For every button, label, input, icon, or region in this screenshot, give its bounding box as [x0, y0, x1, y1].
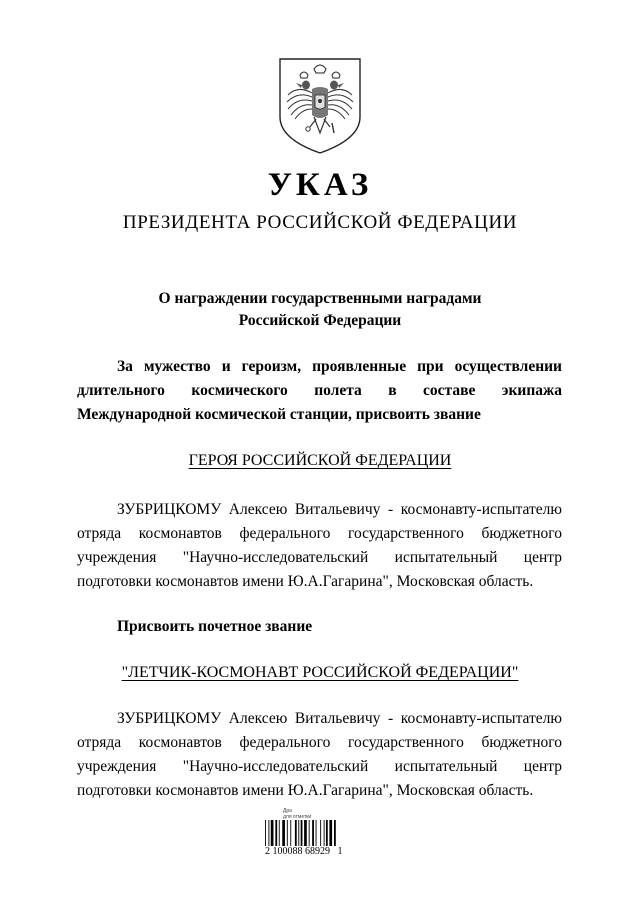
intro-line: длительного космического полета в составе экипажа	[77, 382, 562, 399]
recipient-paragraph-2	[77, 707, 562, 803]
coat-of-arms-emblem-icon	[276, 55, 364, 155]
second-award-lead: Присвоить почетное звание	[117, 618, 313, 635]
award-title-cosmonaut	[0, 662, 640, 684]
intro-paragraph	[77, 355, 562, 427]
barcode-number: 2 100088 68929 1	[265, 846, 343, 857]
heading-line: Российской Федерации	[238, 312, 402, 329]
intro-line: Международной космической станции, присвоить звание	[77, 406, 481, 423]
award-title-hero	[0, 450, 640, 472]
barcode-bars-icon	[265, 820, 357, 846]
decree-subtitle: ПРЕЗИДЕНТА РОССИЙСКОЙ ФЕДЕРАЦИИ	[122, 212, 518, 233]
recipient-line: учреждения "Научно-исследовательский испытательный центр	[77, 758, 562, 775]
barcode-stamp-text: Дра для отметки	[283, 808, 312, 820]
recipient-line: подготовки космонавтов имени Ю.А.Гагарина", Московская область.	[77, 573, 534, 590]
recipient-line: подготовки космонавтов имени Ю.А.Гагарина", Московская область.	[77, 782, 534, 799]
recipient-line: ЗУБРИЦКОМУ Алексею Витальевичу - космонавту-испытателю	[117, 710, 562, 727]
recipient-line: учреждения "Научно-исследовательский испытательный центр	[77, 549, 562, 566]
award-title-text: ГЕРОЯ РОССИЙСКОЙ ФЕДЕРАЦИИ	[188, 452, 452, 469]
award-title-text: "ЛЕТЧИК-КОСМОНАВТ РОССИЙСКОЙ ФЕДЕРАЦИИ"	[121, 664, 519, 681]
recipient-paragraph-1	[77, 498, 562, 594]
recipient-line: отряда космонавтов федерального государственного бюджетного	[77, 734, 562, 751]
document-barcode	[265, 808, 375, 858]
heading-line: О награждении государственными наградами	[158, 290, 482, 307]
decree-heading	[0, 288, 640, 332]
recipient-line: ЗУБРИЦКОМУ Алексею Витальевичу - космонавту-испытателю	[117, 501, 562, 518]
recipient-line: отряда космонавтов федерального государственного бюджетного	[77, 525, 562, 542]
intro-line: За мужество и героизм, проявленные при осуществлении	[117, 358, 562, 375]
decree-title: УКАЗ	[267, 167, 373, 203]
